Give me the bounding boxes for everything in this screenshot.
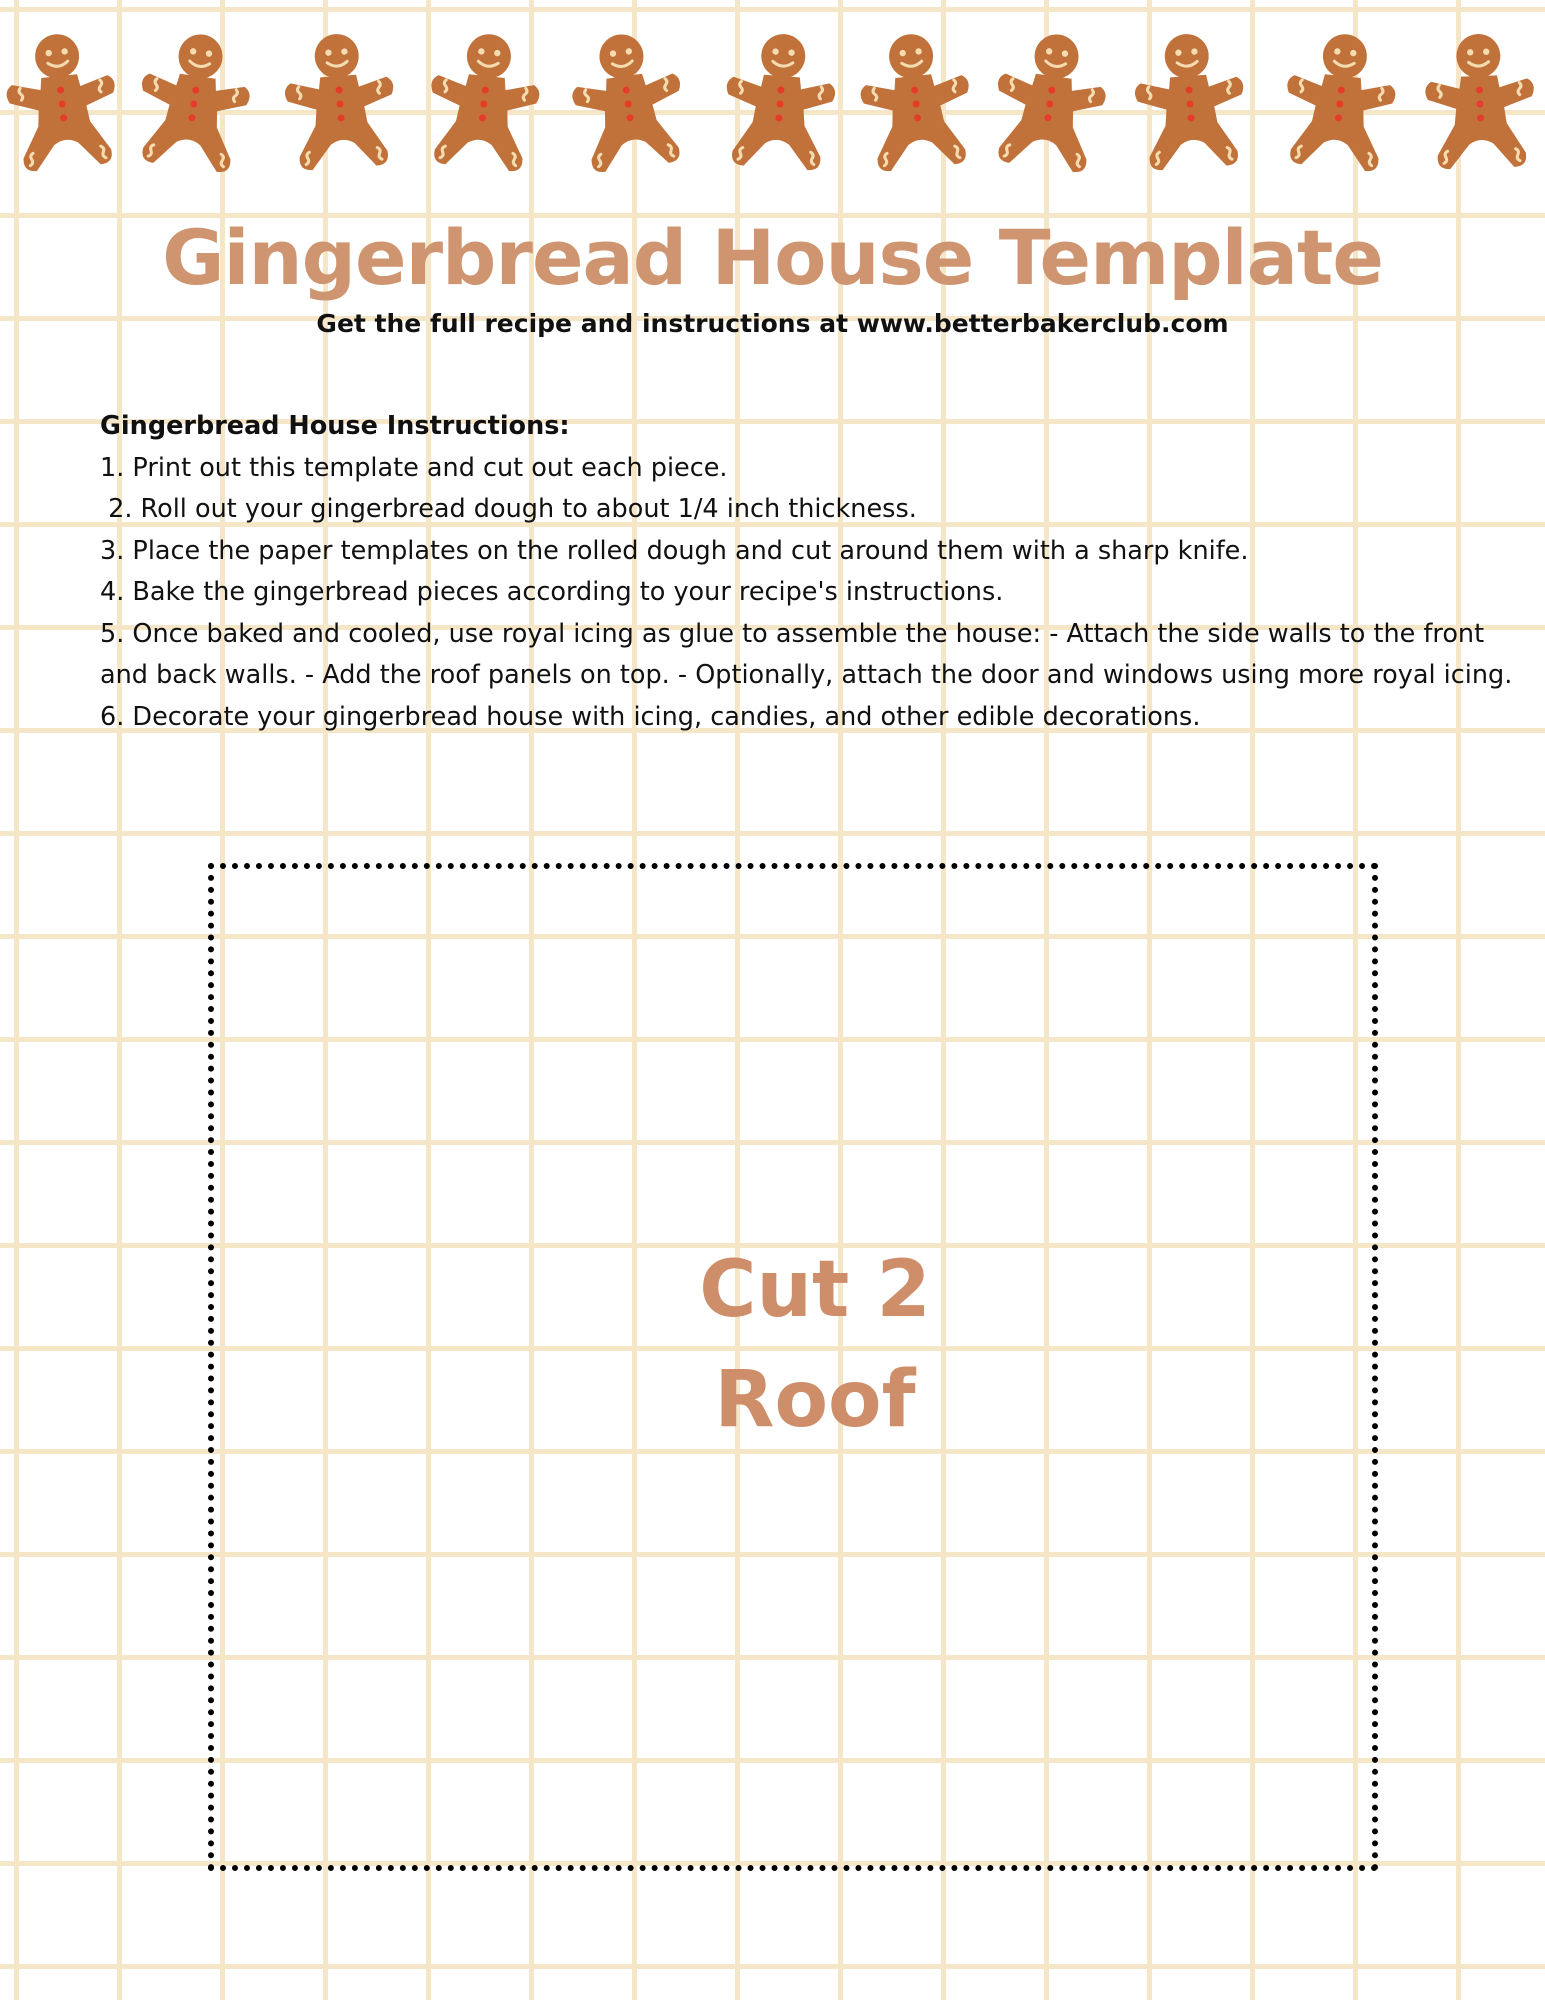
instructions-block [100,406,1540,738]
gingerbread-man-icon [1417,26,1542,180]
gingerbread-man-icon [848,22,983,184]
instruction-step: 3. Place the paper templates on the rolled dough and cut around them with a sharp knife. [100,535,1249,566]
instructions-heading: Gingerbread House Instructions: [100,411,570,441]
gingerbread-man-icon [275,24,405,182]
piece-name-label: Roof [714,1355,916,1445]
roof-cut-label [615,1235,1015,1455]
gingerbread-border [0,28,1545,178]
gingerbread-man-icon [558,20,698,185]
gingerbread-man-icon [124,20,264,185]
gingerbread-man-icon [715,24,845,182]
gingerbread-man-icon [416,22,551,184]
gingerbread-man-icon [0,22,130,184]
cut-count-label: Cut 2 [699,1245,931,1335]
page-title: Gingerbread House Template [162,213,1383,302]
page-subtitle: Get the full recipe and instructions at www.betterbakerclub.com [316,309,1229,338]
instruction-step: 1. Print out this template and cut out each piece. [100,452,728,483]
gingerbread-man-icon [980,20,1120,185]
gingerbread-man-icon [1272,22,1407,184]
instruction-step: 5. Once baked and cooled, use royal icing as glue to assemble the house: - Attach the side walls to the front and back walls. - Add the roof panels on top. - Optionally, attach the door and windows using more royal icing. [100,618,1513,690]
instruction-step: 2. Roll out your gingerbread dough to about 1/4 inch thickness. [100,494,917,524]
instruction-step: 6. Decorate your gingerbread house with icing, candies, and other edible decorations. [100,701,1201,732]
instruction-step: 4. Bake the gingerbread pieces according to your recipe's instructions. [100,577,1004,607]
gingerbread-man-icon [1125,24,1255,182]
